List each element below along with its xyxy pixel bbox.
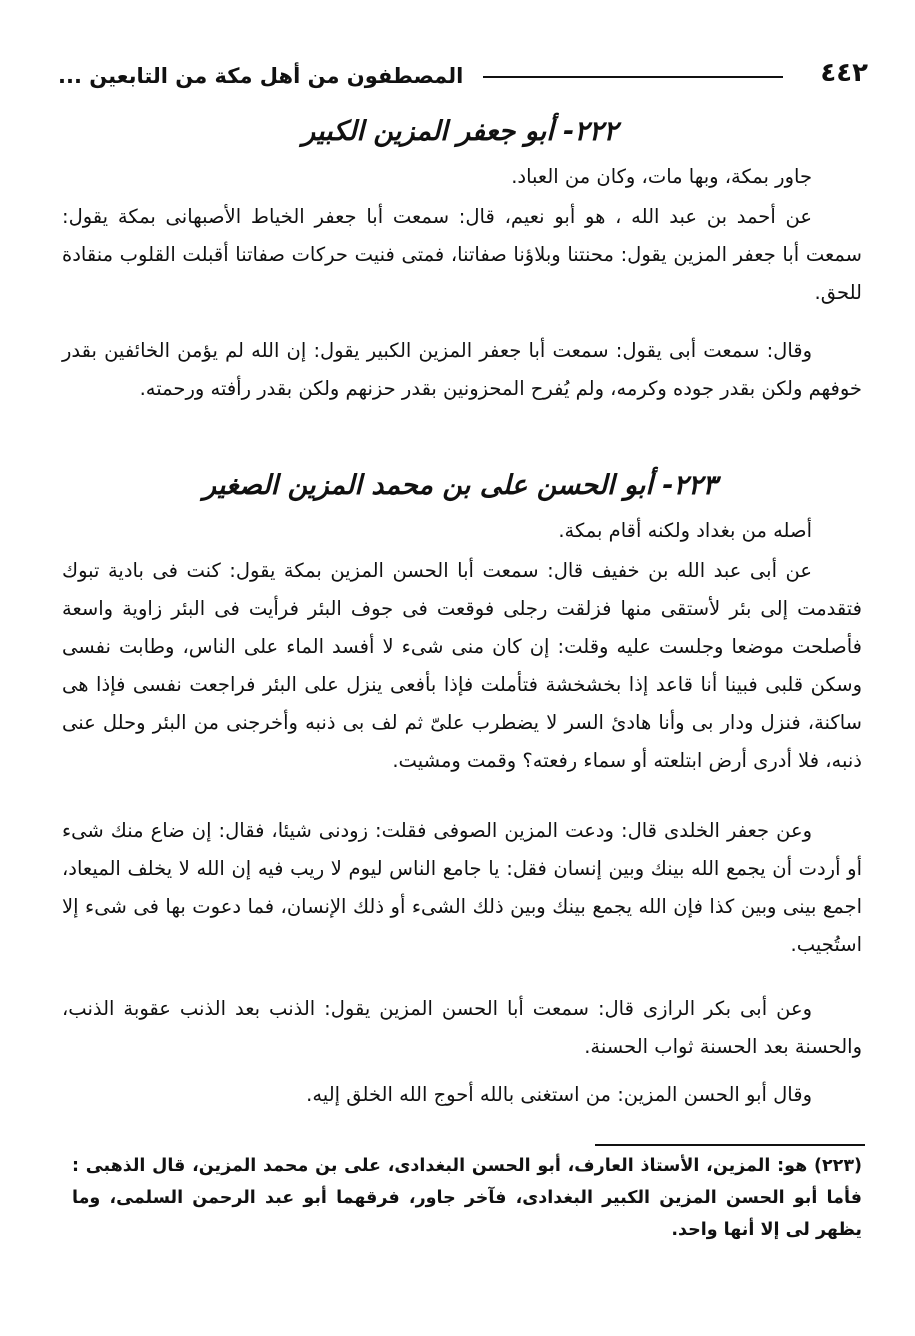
paragraph: عن أبى عبد الله بن خفيف قال: سمعت أبا الحسن المزين بمكة يقول: كنت فى بادية تبوك فتقدمت إلى بئر لأستقى منها فزلقت رجلى فوقعت فى جوف البئر فرأيت فى البئر زاوية واسعة فأصلحت موضعا وجلست عليه وقلت: إن كان منى شىء لا أفسد الماء على الناس، وطابت نفسى وسكن قلبى فبينا أنا قاعد إذا بخشخشة فتأملت فإذا بأفعى ينزل على البئر فراجعت نفسى فإذا هى ساكنة، فنزل ودار بى وأنا هادئ السر لا يضطرب علىّ ثم لف بى ذنبه وأخرجنى من البئر وحلل عنى ذنبه، فلا أدرى أرض ابتلعته أو سماء رفعته؟ وقمت ومشيت. — [62, 559, 862, 772]
page-number: ٤٤٢ — [820, 58, 868, 88]
header-rule — [483, 76, 783, 78]
paragraph: جاور بمكة، وبها مات، وكان من العباد. — [511, 165, 812, 188]
paragraph: وعن جعفر الخلدى قال: ودعت المزين الصوفى فقلت: زودنى شيئا، فقال: إن ضاع منك شىء أو أردت أن يجمع الله بينك وبين إنسان فقل: يا جامع الناس ليوم لا ريب فيه إن الله لا يخلف الميعاد، اجمع بينى وبين كذا فإن الله يجمع بينك وبين ذلك الشىء أو ذلك الإنسان، فما دعوت بها فى شىء إلا استُجيب. — [62, 819, 862, 956]
entry-heading-223: ٢٢٣- أبو الحسن على بن محمد المزين الصغير — [202, 470, 718, 501]
footnote-rule — [595, 1144, 865, 1146]
running-header — [58, 58, 868, 98]
paragraph: وعن أبى بكر الرازى قال: سمعت أبا الحسن المزين يقول: الذنب بعد الذنب عقوبة الذنب، والحسنة بعد الحسنة ثواب الحسنة. — [62, 997, 862, 1058]
paragraph: عن أحمد بن عبد الله ، هو أبو نعيم، قال: سمعت أبا جعفر الخياط الأصبهانى بمكة يقول: سمعت أبا جعفر المزين يقول: محنتنا وبلاؤنا صفاتنا، فمتى فنيت حركات صفاتنا أقبلت القلوب منقادة للحق. — [62, 205, 862, 304]
paragraph: وقال أبو الحسن المزين: من استغنى بالله أحوج الله الخلق إليه. — [306, 1083, 812, 1106]
running-title: المصطفون من أهل مكة من التابعين ... — [58, 64, 464, 88]
paragraph: أصله من بغداد ولكنه أقام بمكة. — [558, 519, 812, 542]
footnote: (٢٢٣) هو: المزين، الأستاذ العارف، أبو الحسن البغدادى، على بن محمد المزين، قال الذهبى : فأما أبو الحسن المزين الكبير البغدادى، فآخر جاور، فرقهما أبو عبد الرحمن السلمى، وما يظهر لى إلا أنها واحد. — [72, 1156, 862, 1240]
entry-heading-222: ٢٢٢- أبو جعفر المزين الكبير — [302, 116, 618, 147]
paragraph: وقال: سمعت أبى يقول: سمعت أبا جعفر المزين الكبير يقول: إن الله لم يؤمن الخائفين بقدر خوفهم ولكن بقدر جوده وكرمه، ولم يُفرح المحزونين بقدر حزنهم ولكن بقدر رأفته ورحمته. — [62, 339, 862, 400]
